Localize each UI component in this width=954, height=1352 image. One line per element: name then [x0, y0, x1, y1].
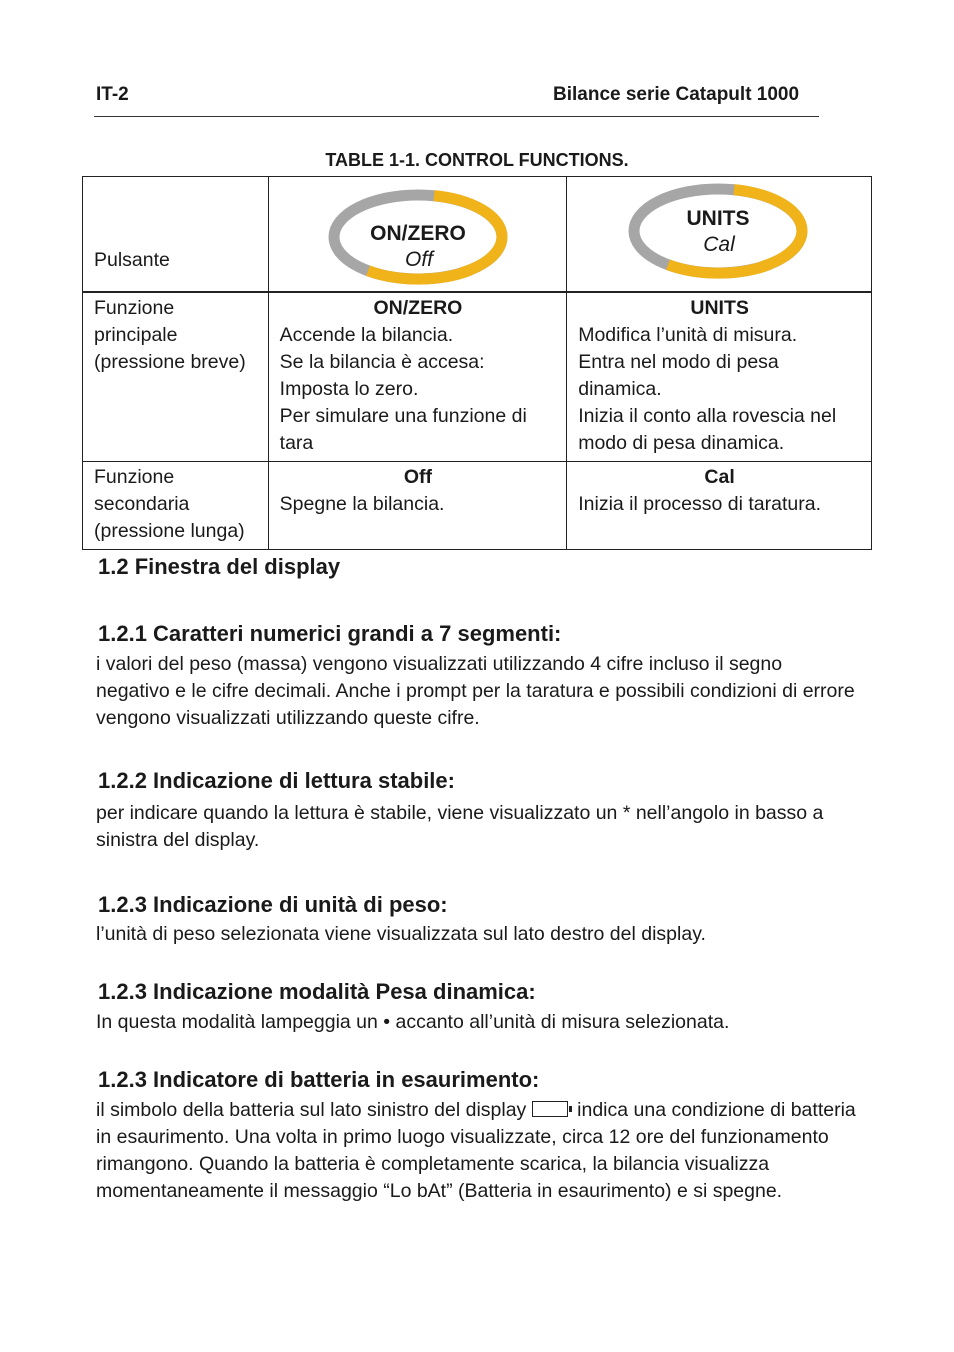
table-row [83, 177, 872, 293]
units-title: UNITS [690, 297, 749, 319]
section-heading: 1.2.3 Indicatore di batteria in esaurimento: [98, 1067, 540, 1092]
cell-line: Modifica l’unità di misura. [578, 324, 798, 346]
table-cell [268, 462, 567, 550]
section-heading: 1.2.1 Caratteri numerici grandi a 7 segmenti: [98, 621, 562, 646]
table-row [83, 462, 872, 550]
row-label-funzione-principale: Funzione principale (pressione breve) [83, 292, 269, 462]
table-row [83, 292, 872, 462]
onzero-title: ON/ZERO [373, 297, 463, 319]
body-text: il simbolo della batteria sul lato sinistro del display [96, 1099, 527, 1121]
table-cell [83, 177, 269, 293]
battery-icon [532, 1101, 568, 1117]
cell-line: Per simulare una funzione di tara [279, 405, 527, 454]
control-functions-table [82, 176, 872, 550]
cal-label: Cal [703, 233, 735, 256]
table-cell [567, 292, 872, 462]
off-title: Off [403, 466, 433, 488]
section-heading: 1.2.2 Indicazione di lettura stabile: [98, 768, 455, 793]
units-button-icon [628, 181, 808, 281]
section-body: In questa modalità lampeggia un • accanto all’unità di misura selezionata. [96, 1011, 730, 1033]
table-cell [567, 177, 872, 293]
section-body: l’unità di peso selezionata viene visualizzata sul lato destro del display. [96, 923, 706, 945]
section-heading: 1.2.3 Indicazione di unità di peso: [98, 892, 448, 917]
row-label-funzione-secondaria: Funzione secondaria (pressione lunga) [83, 462, 269, 550]
table-cell [268, 177, 567, 293]
cell-line: Spegne la bilancia. [279, 493, 445, 515]
table-cell [567, 462, 872, 550]
section-body: per indicare quando la lettura è stabile, viene visualizzato un * nell’angolo in basso a sinistra del display. [96, 802, 824, 851]
header-rule [94, 116, 819, 117]
row-label-pulsante: Pulsante [94, 249, 170, 271]
cell-line: Imposta lo zero. [279, 378, 419, 400]
section-body: i valori del peso (massa) vengono visualizzati utilizzando 4 cifre incluso il segno negativo e le cifre decimali. Anche i prompt per la taratura e possibili condizioni di errore vengono visualizzati utilizzando queste cifre. [96, 653, 855, 729]
units-label: UNITS [686, 207, 750, 230]
cell-line: Inizia il conto alla rovescia nel modo di pesa dinamica. [578, 405, 837, 454]
off-label: Off [404, 248, 433, 271]
section-heading: 1.2.3 Indicazione modalità Pesa dinamica: [98, 979, 536, 1004]
cell-line: Accende la bilancia. [279, 324, 454, 346]
onzero-button-icon [328, 187, 508, 287]
page-number: IT-2 [96, 84, 129, 105]
section-heading: 1.2 Finestra del display [98, 554, 341, 579]
cal-title: Cal [704, 466, 735, 488]
cell-line: Se la bilancia è accesa: [279, 351, 485, 373]
table-title: TABLE 1-1. CONTROL FUNCTIONS. [325, 150, 629, 170]
table-cell [268, 292, 567, 462]
document-title: Bilance serie Catapult 1000 [553, 84, 800, 105]
cell-line: Entra nel modo di pesa dinamica. [578, 351, 779, 400]
cell-line: Inizia il processo di taratura. [578, 493, 821, 515]
section-body [96, 1097, 856, 1205]
onzero-label: ON/ZERO [370, 222, 466, 245]
body-text: indica una condizione di batteria in esaurimento. Una volta in primo luogo visualizzate, circa 12 ore del funzionamento rimangono. Quando la batteria è completamente scarica, la bilancia visualizza momentaneamente il messaggio “Lo bAt” (Batteria in esaurimento) e si spegne. [96, 1099, 856, 1202]
